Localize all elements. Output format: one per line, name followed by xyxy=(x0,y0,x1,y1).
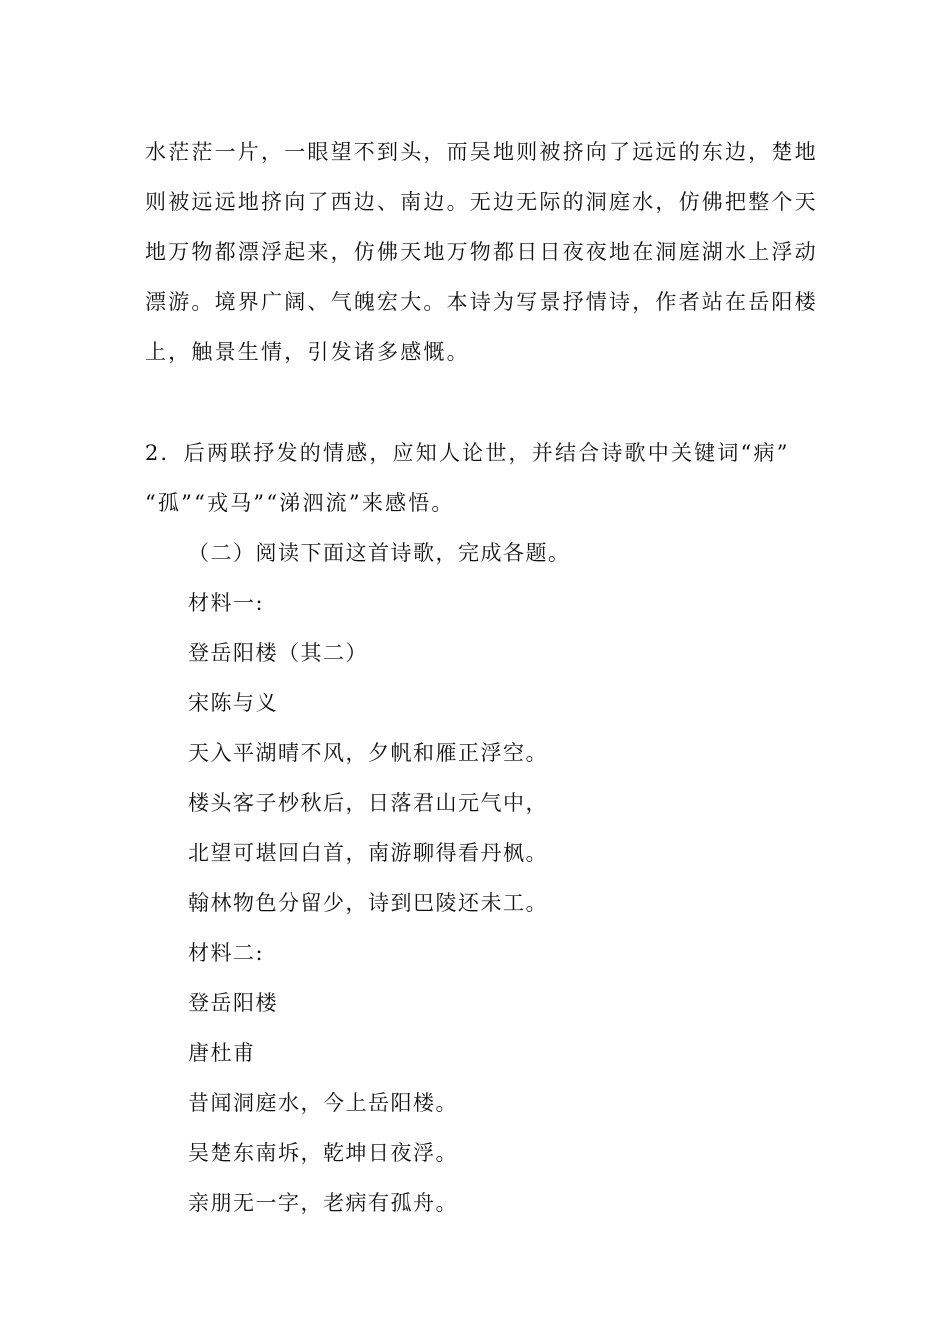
poem-1-line: 翰林物色分留少，诗到巴陵还未工。 xyxy=(188,891,548,915)
poem-2-title: 登岳阳楼 xyxy=(188,991,278,1015)
material-1-label: 材料一: xyxy=(188,591,265,615)
paragraph-line: “孤”“戎马”“涕泗流”来感悟。 xyxy=(145,491,455,515)
section-heading: （二）阅读下面这首诗歌，完成各题。 xyxy=(188,541,571,565)
paragraph-line: 则被远远地挤向了西边、南边。无边无际的洞庭水，仿佛把整个天 xyxy=(145,190,818,214)
poem-2-line: 昔闻洞庭水，今上岳阳楼。 xyxy=(188,1091,458,1115)
paragraph-line: 地万物都漂浮起来，仿佛天地万物都日日夜夜地在洞庭湖水上浮动 xyxy=(145,240,818,264)
poem-2-line: 吴楚东南坼，乾坤日夜浮。 xyxy=(188,1141,458,1165)
paragraph-line: 上，触景生情，引发诸多感慨。 xyxy=(145,340,470,364)
analysis-paragraph xyxy=(145,127,818,377)
paragraph-line: 漂游。境界广阔、气魄宏大。本诗为写景抒情诗，作者站在岳阳楼 xyxy=(145,290,818,314)
paragraph-line: 2．后两联抒发的情感，应知人论世，并结合诗歌中关键词“病” xyxy=(145,441,790,465)
poem-1-title: 登岳阳楼（其二） xyxy=(188,641,368,665)
poem-1-line: 天入平湖晴不风，夕帆和雁正浮空。 xyxy=(188,741,548,765)
poem-2-author: 唐杜甫 xyxy=(188,1041,256,1065)
answer-paragraph-2 xyxy=(145,428,810,528)
poem-1-line: 北望可堪回白首，南游聊得看丹枫。 xyxy=(188,841,548,865)
poem-1-author: 宋陈与义 xyxy=(188,691,278,715)
paragraph-line: 水茫茫一片，一眼望不到头，而吴地则被挤向了远远的东边，楚地 xyxy=(145,140,818,164)
poem-1-line: 楼头客子杪秋后，日落君山元气中， xyxy=(188,791,548,815)
poem-2-line: 亲朋无一字，老病有孤舟。 xyxy=(188,1191,458,1215)
material-2-label: 材料二: xyxy=(188,941,265,965)
